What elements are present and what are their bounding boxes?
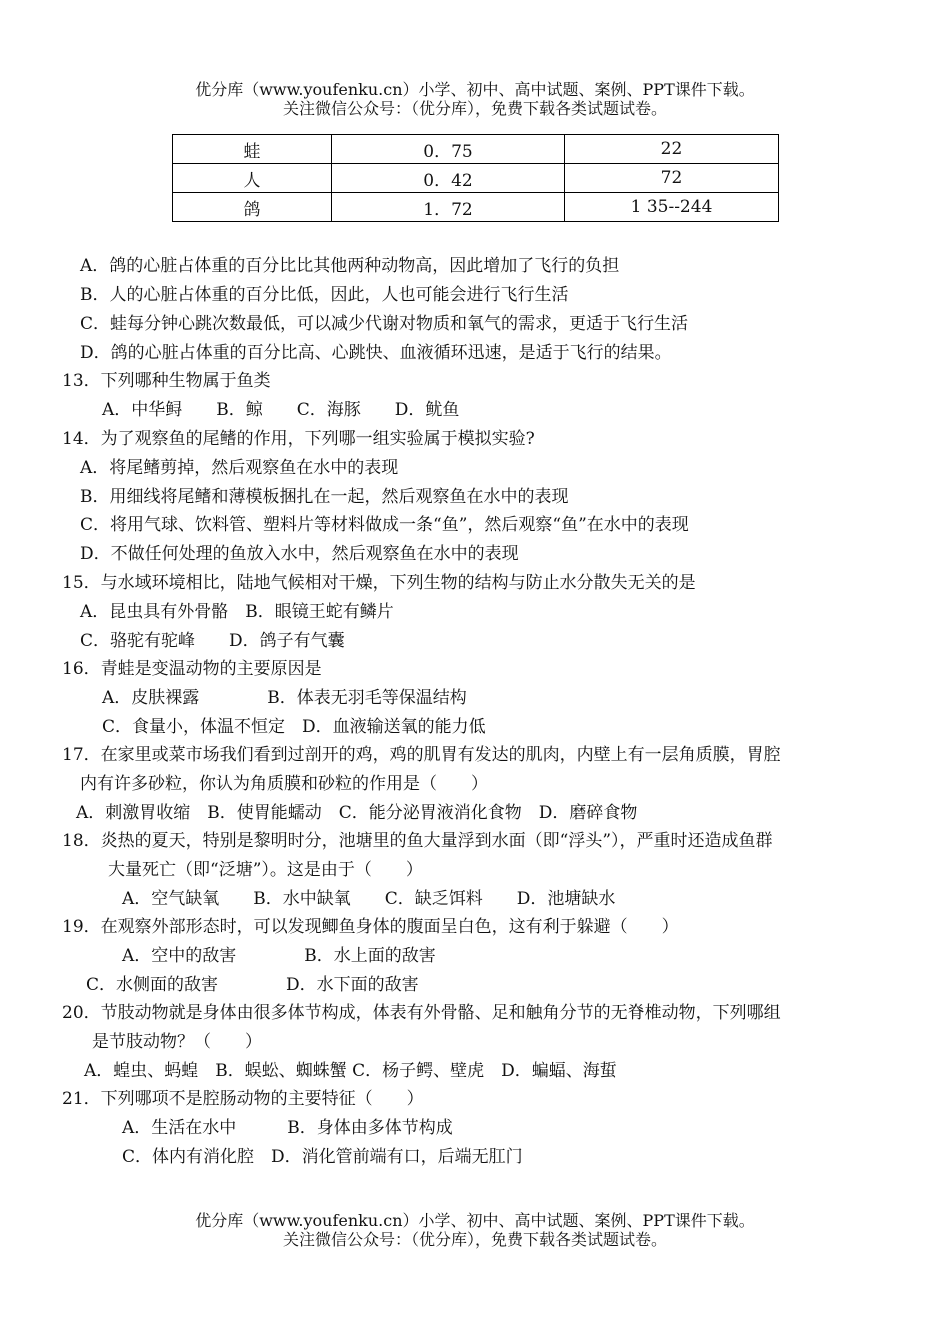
q15-options-2: C．骆驼有驼峰 D．鸽子有气囊: [80, 631, 345, 651]
q14-option-a: A．将尾鳍剪掉，然后观察鱼在水中的表现: [80, 458, 399, 478]
q20-options: A．蝗虫、蚂蝗 B．蜈蚣、蜘蛛蟹 C．杨子鳄、壁虎 D．蝙蝠、海蜇: [84, 1061, 617, 1081]
q17-options: A．刺激胃收缩 B．使胃能蠕动 C．能分泌胃液消化食物 D．磨碎食物: [76, 803, 638, 823]
q17-stem-line-1: 17．在家里或菜市场我们看到过剖开的鸡，鸡的肌胃有发达的肌肉，内壁上有一层角质膜，胃腔: [62, 745, 781, 765]
q16-options-2: C．食量小，体温不恒定 D．血液输送氧的能力低: [102, 717, 486, 737]
q14-option-c: C．将用气球、饮料管、塑料片等材料做成一条“鱼”，然后观察“鱼”在水中的表现: [80, 515, 689, 535]
q15-stem: 15．与水域环境相比，陆地气候相对干燥，下列生物的结构与防止水分散失无关的是: [62, 573, 696, 593]
page-footer: [0, 1211, 950, 1249]
header-line-1: 优分库（www.youfenku.cn）小学、初中、高中试题、案例、PPT课件下载。: [195, 80, 755, 99]
table-row: [173, 135, 779, 164]
q21-options-2: C．体内有消化腔 D．消化管前端有口，后端无肛门: [122, 1147, 523, 1167]
table-cell: 人: [173, 164, 332, 193]
heart-data-table: [172, 134, 779, 222]
table-cell: 蛙: [173, 135, 332, 164]
header-line-2: 关注微信公众号：（优分库），免费下载各类试题试卷。: [282, 99, 667, 118]
q21-stem: 21．下列哪项不是腔肠动物的主要特征（ ）: [62, 1089, 424, 1109]
q13-stem: 13．下列哪种生物属于鱼类: [62, 371, 271, 391]
table-cell: 72: [565, 164, 779, 193]
q19-options-1: A．空中的敌害 B．水上面的敌害: [122, 946, 436, 966]
q15-options-1: A．昆虫具有外骨骼 B．眼镜王蛇有鳞片: [80, 602, 394, 622]
table-cell: 22: [565, 135, 779, 164]
q20-stem-line-1: 20．节肢动物就是身体由很多体节构成，体表有外骨骼、足和触角分节的无脊椎动物，下列哪组: [62, 1003, 781, 1023]
q12-option-d: D．鸽的心脏占体重的百分比高、心跳快、血液循环迅速，是适于飞行的结果。: [80, 343, 672, 363]
table-cell: 鸽: [173, 193, 332, 222]
q18-stem-line-2: 大量死亡（即“泛塘”）。这是由于（ ）: [108, 860, 423, 880]
q18-stem-line-1: 18．炎热的夏天，特别是黎明时分，池塘里的鱼大量浮到水面（即“浮头”），严重时还造成鱼群: [62, 831, 773, 851]
q21-options-1: A．生活在水中 B．身体由多体节构成: [122, 1118, 453, 1138]
table-row: [173, 193, 779, 222]
table-row: [173, 164, 779, 193]
q20-stem-line-2: 是节肢动物？（ ）: [92, 1032, 262, 1052]
q19-stem: 19．在观察外部形态时，可以发现鲫鱼身体的腹面呈白色，这有利于躲避（ ）: [62, 917, 679, 937]
q14-option-d: D．不做任何处理的鱼放入水中，然后观察鱼在水中的表现: [80, 544, 519, 564]
q16-stem: 16．青蛙是变温动物的主要原因是: [62, 659, 322, 679]
q12-option-b: B．人的心脏占体重的百分比低，因此，人也可能会进行飞行生活: [80, 285, 569, 305]
q12-option-c: C．蛙每分钟心跳次数最低，可以减少代谢对物质和氧气的需求，更适于飞行生活: [80, 314, 689, 334]
q16-options-1: A．皮肤裸露 B．体表无羽毛等保温结构: [102, 688, 467, 708]
q13-options: A．中华鲟 B．鲸 C．海豚 D．鱿鱼: [102, 400, 460, 420]
footer-line-2: 关注微信公众号：（优分库），免费下载各类试题试卷。: [282, 1230, 667, 1249]
q12-option-a: A．鸽的心脏占体重的百分比比其他两种动物高，因此增加了飞行的负担: [80, 256, 620, 276]
table-cell: 0．75: [332, 135, 565, 164]
page-header: [0, 80, 950, 118]
q14-stem: 14．为了观察鱼的尾鳍的作用，下列哪一组实验属于模拟实验?: [62, 429, 535, 449]
footer-line-1: 优分库（www.youfenku.cn）小学、初中、高中试题、案例、PPT课件下载。: [195, 1211, 755, 1230]
q14-option-b: B．用细线将尾鳍和薄模板捆扎在一起，然后观察鱼在水中的表现: [80, 487, 569, 507]
table-cell: 1．72: [332, 193, 565, 222]
q17-stem-line-2: 内有许多砂粒，你认为角质膜和砂粒的作用是（ ）: [80, 774, 488, 794]
table-cell: 1 35--244: [565, 193, 779, 222]
q18-options: A．空气缺氧 B．水中缺氧 C．缺乏饵料 D．池塘缺水: [122, 889, 616, 909]
table-cell: 0．42: [332, 164, 565, 193]
q19-options-2: C．水侧面的敌害 D．水下面的敌害: [86, 975, 419, 995]
